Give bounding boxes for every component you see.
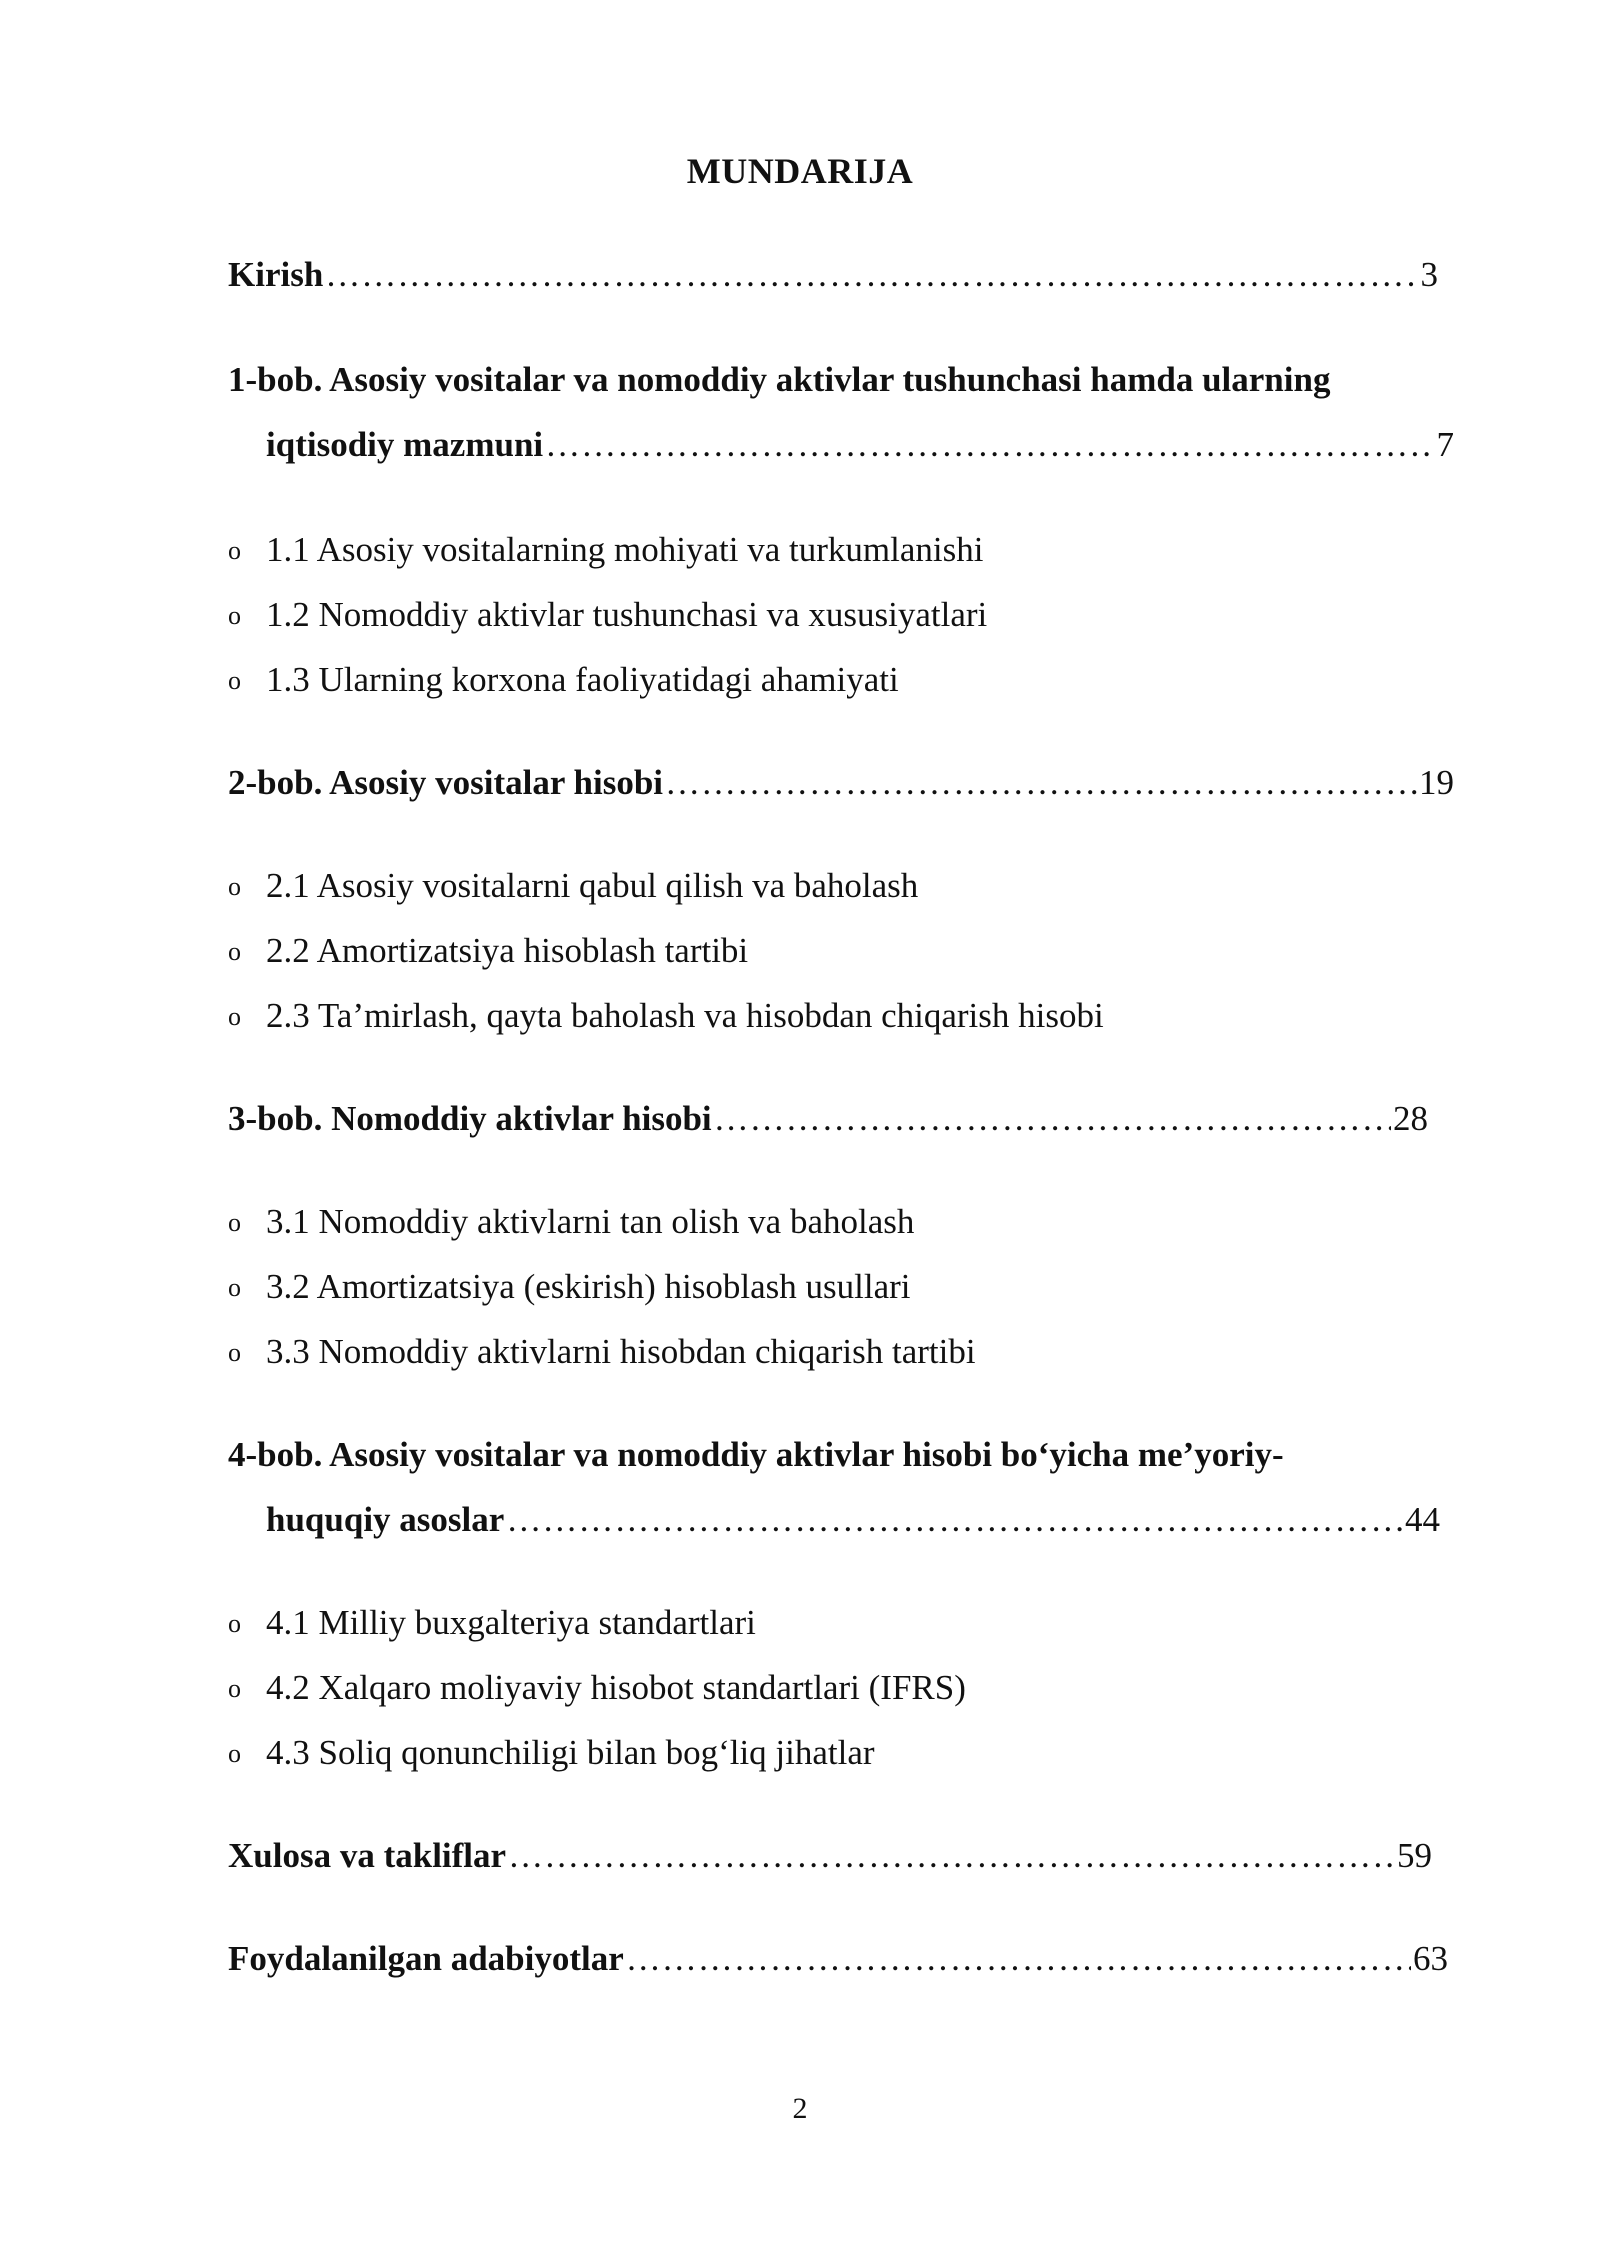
dot-leader xyxy=(714,1086,1391,1151)
toc-subentry-label: 3.2 Amortizatsiya (eskirish) hisoblash usullari xyxy=(266,1267,911,1306)
bullet-icon: o xyxy=(228,1002,241,1031)
toc-page-number: 28 xyxy=(1393,1099,1428,1138)
bullet-icon: o xyxy=(228,937,241,966)
dot-leader xyxy=(506,1487,1403,1552)
toc-subentry-label: 1.1 Asosiy vositalarning mohiyati va turkumlanishi xyxy=(266,530,984,569)
toc-entry-references[interactable] xyxy=(228,1926,1448,1991)
toc-entry-label: Xulosa va takliflar xyxy=(228,1836,507,1875)
toc-entry-label: 3-bob. Nomoddiy aktivlar hisobi xyxy=(228,1099,712,1138)
toc-page-number: 44 xyxy=(1405,1500,1440,1539)
toc-subentry[interactable] xyxy=(228,983,1104,1049)
toc-entry-label: Foydalanilgan adabiyotlar xyxy=(228,1939,624,1978)
dot-leader xyxy=(545,412,1434,477)
toc-subentry-label: 3.3 Nomoddiy aktivlarni hisobdan chiqarish tartibi xyxy=(266,1332,976,1371)
toc-subentry-label: 1.3 Ularning korxona faoliyatidagi ahamiyati xyxy=(266,660,899,699)
toc-entry-chapter-1[interactable] xyxy=(228,347,1454,477)
dot-leader xyxy=(325,242,1418,307)
toc-subentry[interactable] xyxy=(228,1590,756,1656)
bullet-icon: o xyxy=(228,1208,241,1237)
page-number: 2 xyxy=(792,2092,808,2125)
toc-subentry-label: 4.3 Soliq qonunchiligi bilan bog‘liq jihatlar xyxy=(266,1733,875,1772)
toc-entry-label-continued: huquqiy asoslar xyxy=(266,1500,505,1539)
toc-subentry[interactable] xyxy=(228,853,918,919)
toc-entry-label: 2-bob. Asosiy vositalar hisobi xyxy=(228,763,664,802)
bullet-icon: o xyxy=(228,1609,241,1638)
dot-leader xyxy=(626,1926,1411,1991)
bullet-icon: o xyxy=(228,1739,241,1768)
bullet-icon: o xyxy=(228,872,241,901)
toc-subentry-label: 4.1 Milliy buxgalteriya standartlari xyxy=(266,1603,756,1642)
toc-page-number: 59 xyxy=(1397,1836,1432,1875)
toc-page-number: 7 xyxy=(1436,425,1454,464)
toc-page-number: 63 xyxy=(1413,1939,1448,1978)
bullet-icon: o xyxy=(228,666,241,695)
toc-subentry[interactable] xyxy=(228,1319,976,1385)
toc-subentry-label: 3.1 Nomoddiy aktivlarni tan olish va baholash xyxy=(266,1202,915,1241)
toc-subentry[interactable] xyxy=(228,1720,875,1786)
toc-entry-label-continued: iqtisodiy mazmuni xyxy=(266,425,544,464)
toc-entry-intro[interactable] xyxy=(228,242,1438,307)
toc-subentry[interactable] xyxy=(228,517,983,583)
dot-leader xyxy=(665,750,1417,815)
toc-subentry[interactable] xyxy=(228,582,987,648)
toc-entry-label: Kirish xyxy=(228,255,324,294)
toc-subentry[interactable] xyxy=(228,1655,966,1721)
toc-page-number: 3 xyxy=(1420,255,1438,294)
toc-subentry[interactable] xyxy=(228,1254,911,1320)
bullet-icon: o xyxy=(228,1273,241,1302)
toc-subentry-label: 1.2 Nomoddiy aktivlar tushunchasi va xususiyatlari xyxy=(266,595,988,634)
bullet-icon: o xyxy=(228,1674,241,1703)
toc-entry-label: 1-bob. Asosiy vositalar va nomoddiy aktivlar tushunchasi hamda ularning xyxy=(228,360,1331,399)
toc-subentry[interactable] xyxy=(228,918,748,984)
toc-entry-label: 4-bob. Asosiy vositalar va nomoddiy aktivlar hisobi bo‘yicha me’yoriy- xyxy=(228,1435,1284,1474)
toc-subentry-label: 4.2 Xalqaro moliyaviy hisobot standartlari (IFRS) xyxy=(266,1668,966,1707)
toc-entry-chapter-3[interactable] xyxy=(228,1086,1428,1151)
dot-leader xyxy=(508,1823,1395,1888)
toc-subentry-label: 2.1 Asosiy vositalarni qabul qilish va baholash xyxy=(266,866,919,905)
toc-entry-chapter-2[interactable] xyxy=(228,750,1454,815)
toc-entry-chapter-4[interactable] xyxy=(228,1422,1440,1552)
toc-subentry[interactable] xyxy=(228,647,899,713)
toc-subentry-label: 2.2 Amortizatsiya hisoblash tartibi xyxy=(266,931,749,970)
toc-subentry[interactable] xyxy=(228,1189,914,1255)
bullet-icon: o xyxy=(228,601,241,630)
bullet-icon: o xyxy=(228,1338,241,1367)
toc-page-number: 19 xyxy=(1419,763,1454,802)
toc-subentry-label: 2.3 Ta’mirlash, qayta baholash va hisobdan chiqarish hisobi xyxy=(266,996,1104,1035)
bullet-icon: o xyxy=(228,536,241,565)
page-title: MUNDARIJA xyxy=(686,151,914,191)
toc-entry-conclusion[interactable] xyxy=(228,1823,1432,1888)
